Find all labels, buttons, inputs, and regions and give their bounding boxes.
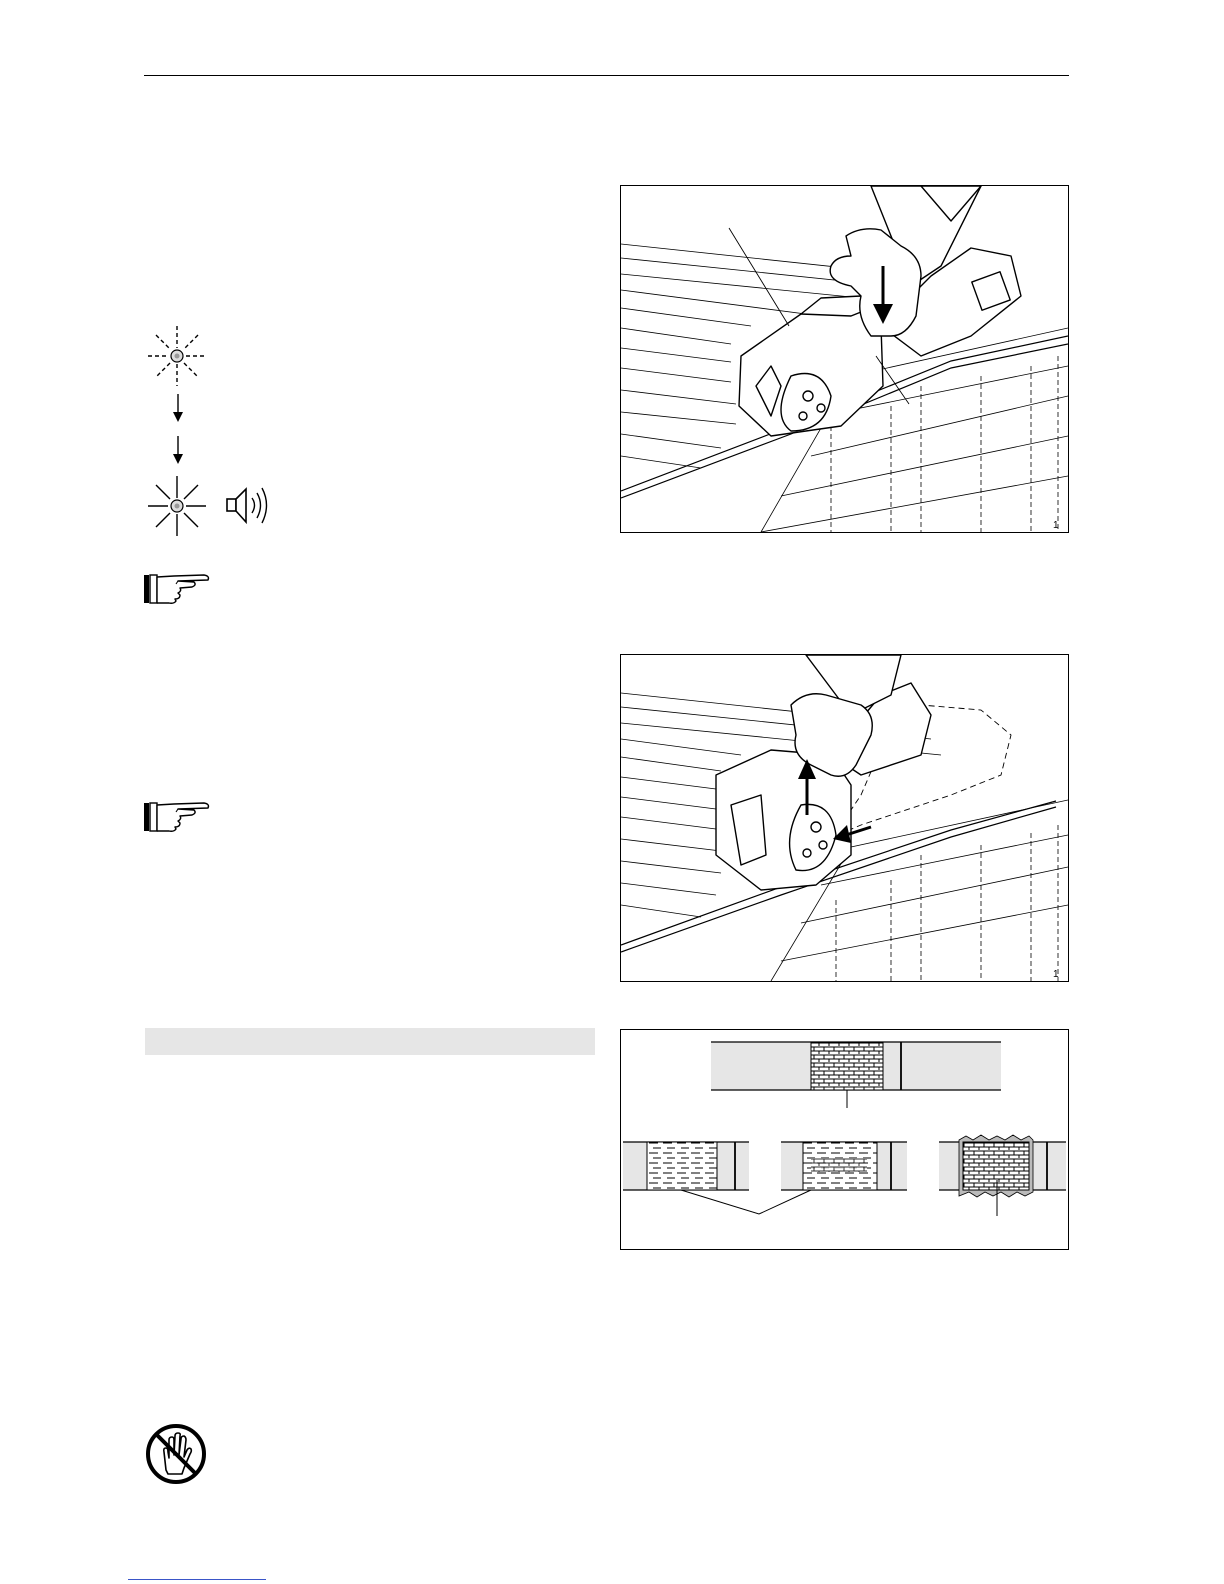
figure-removal: [620, 654, 1069, 982]
figure-number: 1: [1053, 520, 1059, 531]
no-gloves-prohibition-icon: [144, 1422, 208, 1486]
pointing-hand-note-icon: [142, 798, 214, 834]
section-heading-bar: [145, 1028, 595, 1055]
footer-link-underline[interactable]: [128, 1579, 266, 1580]
pointing-hand-note-icon: [142, 570, 214, 606]
header-rule: [144, 75, 1069, 76]
led-blinking-icon: [146, 324, 208, 388]
led-steady-icon: [146, 474, 208, 538]
figure-tensioning: [620, 185, 1069, 533]
sequence-arrows: [170, 392, 186, 472]
figure-number: 1: [1053, 969, 1059, 980]
figure-weld-inspection: [620, 1029, 1069, 1250]
buzzer-sound-icon: [224, 484, 274, 528]
